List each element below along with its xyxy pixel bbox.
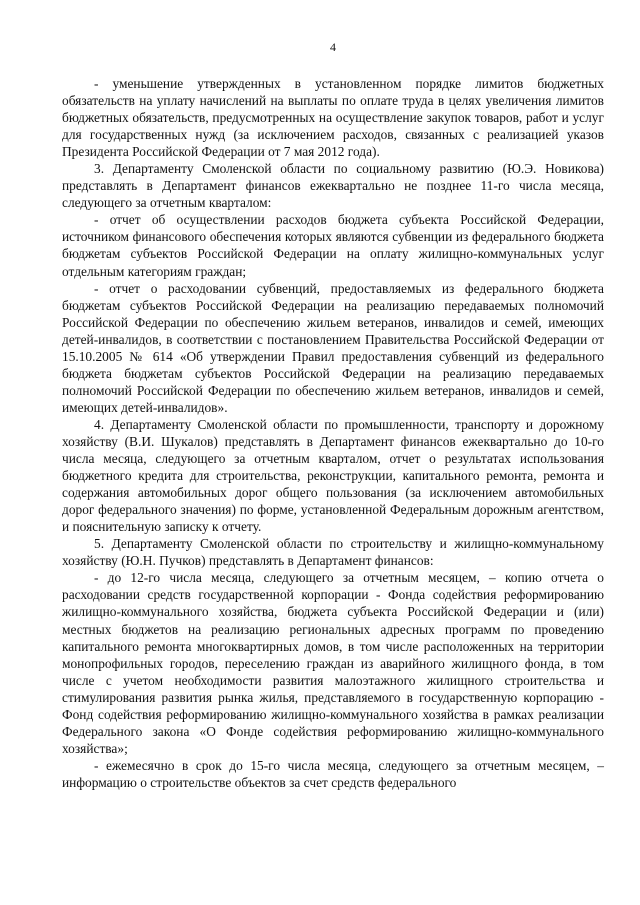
paragraph-monthly-construction-info: - ежемесячно в срок до 15-го числа месяца, следующего за отчетным месяцем, – информацию о строительстве объектов за счет средств федерального	[62, 757, 604, 790]
paragraph-veterans-housing-subvention-report: - отчет о расходовании субвенций, предоставляемых из федерального бюджета бюджетам субъектов Российской Федерации на реализацию передаваемых полномочий Российской Федерации по обеспечению жильем ветеранов, инвалидов и семей, имеющих детей-инвалидов, в соответствии с постановлением Правительства Российской Федерации от 15.10.2005 № 614 «Об утверждении Правил предоставления субвенций из федерального бюджета бюджетам субъектов Российской Федерации на реализацию передаваемых полномочий Российской Федерации по обеспечению жильем ветеранов, инвалидов и семей, имеющих детей-инвалидов».	[62, 280, 604, 415]
paragraph-item-3-social-development: 3. Департаменту Смоленской области по социальному развитию (Ю.Э. Новикова) представлять в Департамент финансов ежеквартально не позднее 11-го числа месяца, следующего за отчетным кварталом:	[62, 161, 604, 211]
page-number: 4	[330, 40, 336, 54]
paragraph-budget-limits-reduction: - уменьшение утвержденных в установленном порядке лимитов бюджетных обязательств на уплату начислений на выплаты по оплате труда в целях увеличения лимитов бюджетных обязательств, предусмотренных на осуществление закупок товаров, работ и услуг для государственных нужд (за исключением расходов, связанных с реализацией указов Президента Российской Федерации от 7 мая 2012 года).	[62, 76, 604, 160]
paragraph-item-4-road-economy: 4. Департаменту Смоленской области по промышленности, транспорту и дорожному хозяйству (В.И. Шукалов) представлять в Департамент финансов ежеквартально до 10-го числа месяца, следующего за отчетным кварталом, отчет о результатах использования бюджетного кредита для строительства, реконструкции, капитального ремонта, ремонта и содержания автомобильных дорог общего пользования (за исключением автомобильных дорог федерального значения) по форме, установленной Федеральным дорожным агентством, и пояснительную записку к отчету.	[62, 416, 604, 535]
paragraph-housing-utilities-subvention-report: - отчет об осуществлении расходов бюджета субъекта Российской Федерации, источником финансового обеспечения которых являются субвенции из федерального бюджета бюджетам субъектов Российской Федерации на оплату жилищно-коммунальных услуг отдельным категориям граждан;	[62, 212, 604, 279]
paragraph-item-5-construction-housing: 5. Департаменту Смоленской области по строительству и жилищно-коммунальному хозяйству (Ю.Н. Пучков) представлять в Департамент финансов:	[62, 536, 604, 569]
document-body	[62, 75, 604, 791]
paragraph-monthly-fund-report-copy: - до 12-го числа месяца, следующего за отчетным месяцем, – копию отчета о расходовании средств государственной корпорации - Фонда содействия реформированию жилищно-коммунального хозяйства, бюджета субъекта Российской Федерации и (или) местных бюджетов на реализацию региональных адресных программ по проведению капитального ремонта многоквартирных домов, в том числе расположенных на территории монопрофильных городов, переселению граждан из аварийного жилищного фонда, в том числе с учетом необходимости развития малоэтажного жилищного строительства и стимулирования развития рынка жилья, представляемого в государственную корпорацию - Фонд содействия реформированию жилищно-коммунального хозяйства в рамках реализации Федерального закона «О Фонде содействия реформированию жилищно-коммунального хозяйства»;	[62, 570, 604, 756]
